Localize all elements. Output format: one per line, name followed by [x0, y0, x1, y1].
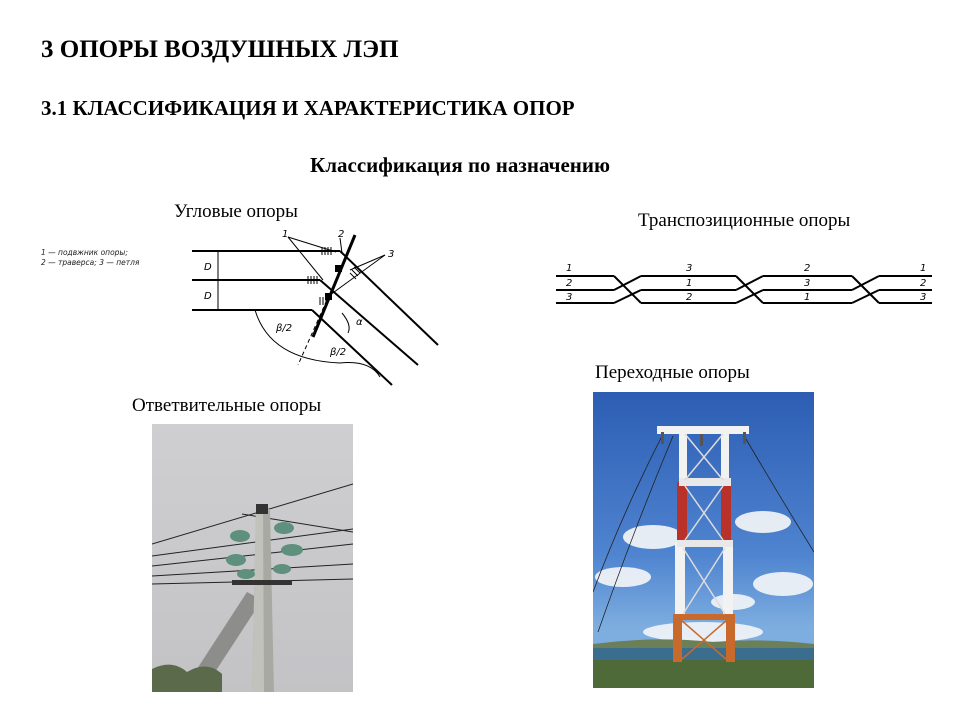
trans-seg3-label-3: 1: [804, 292, 811, 303]
trans-left-label-3: 3: [566, 292, 573, 303]
label-half-beta-1: β/2: [276, 323, 293, 334]
legend-line-1: 1 — подвжник опоры;: [41, 248, 128, 257]
angle-diagram-legend: [41, 248, 139, 268]
page-title: 3 ОПОРЫ ВОЗДУШНЫХ ЛЭП: [41, 36, 399, 63]
label-half-beta-2: β/2: [330, 347, 347, 358]
caption-transition-supports: Переходные опоры: [595, 362, 750, 383]
label-n2: 2: [338, 229, 345, 240]
legend-line-2: 2 — траверса; 3 — петля: [41, 258, 140, 267]
caption-angle-supports: Угловые опоры: [174, 201, 298, 222]
transition-support-photo: [593, 392, 814, 688]
caption-branch-supports: Ответвительные опоры: [132, 395, 322, 416]
trans-seg2-label-3: 2: [686, 292, 693, 303]
trans-left-label-1: 1: [566, 263, 573, 274]
label-alpha: α: [356, 317, 363, 328]
label-n3: 3: [388, 249, 395, 260]
trans-seg3-label-1: 2: [804, 263, 811, 274]
trans-seg3-label-2: 3: [804, 278, 811, 289]
section-title: 3.1 КЛАССИФИКАЦИЯ И ХАРАКТЕРИСТИКА ОПОР: [41, 96, 575, 120]
section-heading: Классификация по назначению: [309, 153, 611, 177]
transposition-diagram: [556, 258, 932, 318]
caption-transposition-supports: Транспозиционные опоры: [638, 210, 851, 231]
trans-seg2-label-1: 3: [686, 263, 693, 274]
trans-right-label-3: 3: [920, 292, 927, 303]
branch-support-photo: [152, 424, 353, 692]
trans-left-label-2: 2: [566, 278, 573, 289]
angle-support-diagram: [180, 225, 450, 395]
trans-right-label-2: 2: [920, 278, 927, 289]
insulator-node-1: [335, 265, 342, 272]
label-d1: D: [204, 262, 212, 273]
trans-seg2-label-2: 1: [686, 278, 693, 289]
label-n1: 1: [282, 229, 289, 240]
trans-right-label-1: 1: [920, 263, 927, 274]
label-d2: D: [204, 291, 212, 302]
